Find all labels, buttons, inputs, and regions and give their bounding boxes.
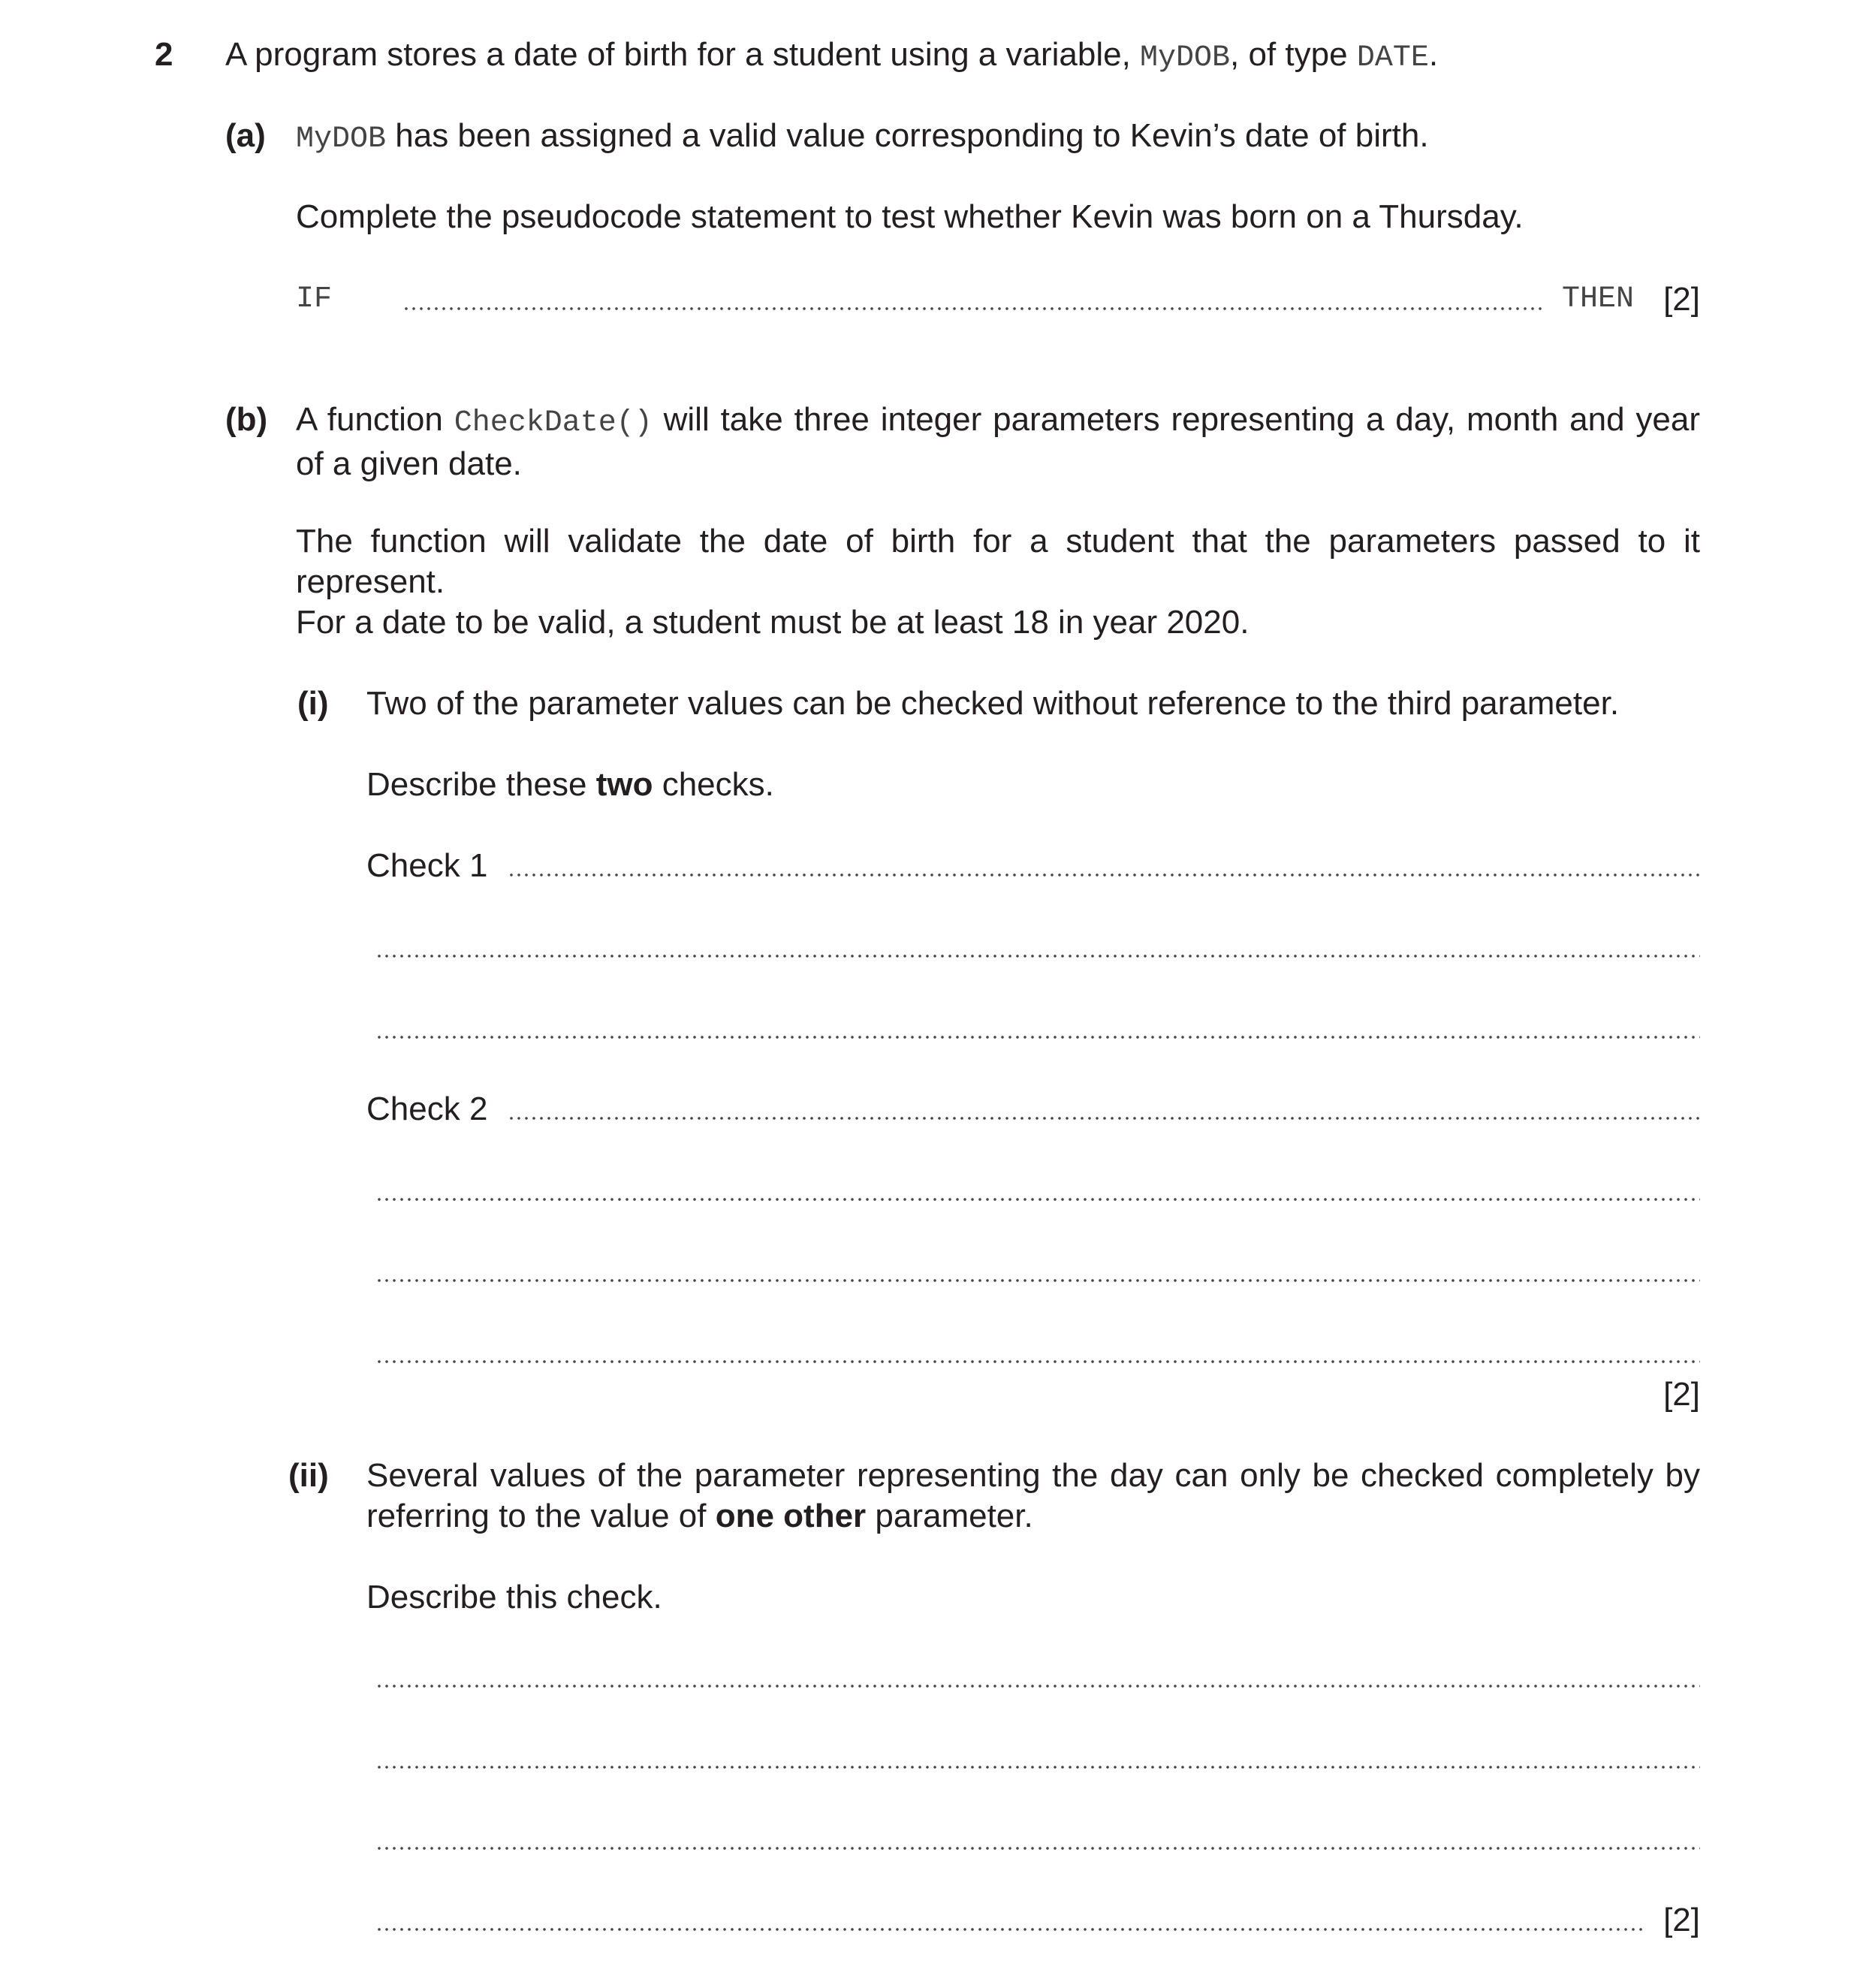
check1-line-1[interactable] — [508, 873, 1700, 877]
part-b-ii-line-1[interactable] — [375, 1684, 1700, 1688]
marks-b-ii: [2] — [1663, 1902, 1700, 1938]
if-keyword: IF — [296, 282, 333, 316]
marks-a: [2] — [1663, 281, 1700, 318]
instr-text-1: Describe these — [366, 766, 596, 803]
then-keyword: THEN — [1562, 282, 1635, 316]
part-a-variable: MyDOB — [296, 122, 387, 156]
part-a-line1 — [296, 116, 1429, 160]
check2-line-4[interactable] — [375, 1359, 1700, 1364]
part-b-ii-text-1: Several values of the parameter representing the day can only be checked completely by referring to the value of — [366, 1457, 1700, 1534]
function-name: CheckDate() — [454, 406, 653, 440]
check1-label: Check 1 — [366, 847, 488, 884]
question-number: 2 — [155, 36, 173, 73]
check2-line-1[interactable] — [508, 1116, 1700, 1121]
part-b-ii-text — [366, 1456, 1700, 1537]
part-b-text-1: A function — [296, 401, 454, 438]
instr-bold: two — [595, 766, 653, 803]
check2-label: Check 2 — [366, 1091, 488, 1127]
question-stem — [225, 35, 1438, 79]
check2-line-3[interactable] — [375, 1278, 1700, 1283]
part-b-ii-label: (ii) — [288, 1457, 329, 1494]
part-b-text-2: will take three integer parameters representing a day, month and year of a given date. — [296, 401, 1700, 482]
part-a-text: has been assigned a valid value corresponding to Kevin’s date of birth. — [386, 117, 1429, 154]
part-b-para2: The function will validate the date of birth for a student that the parameters passed to it represent. — [296, 523, 1700, 600]
stem-type: DATE — [1356, 41, 1429, 75]
part-b-ii-line-4[interactable] — [375, 1927, 1644, 1932]
part-b-label: (b) — [225, 401, 268, 438]
part-b-ii-text-2: parameter. — [866, 1498, 1033, 1534]
part-b-i-instruction — [366, 765, 774, 805]
check1-line-2[interactable] — [375, 954, 1700, 958]
part-a-instruction: Complete the pseudocode statement to test whether Kevin was born on a Thursday. — [296, 198, 1524, 235]
part-b-ii-line-2[interactable] — [375, 1765, 1700, 1769]
part-a-label: (a) — [225, 117, 266, 154]
part-b-intro — [296, 400, 1700, 484]
stem-text-1: A program stores a date of birth for a student using a variable, — [225, 36, 1141, 73]
part-b-i-text: Two of the parameter values can be checked without reference to the third parameter. — [366, 685, 1620, 722]
stem-text-2: , of type — [1230, 36, 1357, 73]
part-b-ii-bold: one other — [715, 1498, 867, 1534]
marks-b-i: [2] — [1663, 1376, 1700, 1413]
check2-line-2[interactable] — [375, 1197, 1700, 1202]
part-b-para3: For a date to be valid, a student must be at least 18 in year 2020. — [296, 604, 1250, 641]
instr-text-2: checks. — [653, 766, 774, 803]
part-b-ii-line-3[interactable] — [375, 1846, 1700, 1851]
answer-line-a[interactable] — [402, 306, 1544, 311]
part-b-ii-instruction: Describe this check. — [366, 1579, 662, 1615]
stem-variable: MyDOB — [1140, 41, 1231, 75]
part-b-i-label: (i) — [297, 685, 329, 722]
stem-text-3: . — [1428, 36, 1439, 73]
check1-line-3[interactable] — [375, 1035, 1700, 1039]
